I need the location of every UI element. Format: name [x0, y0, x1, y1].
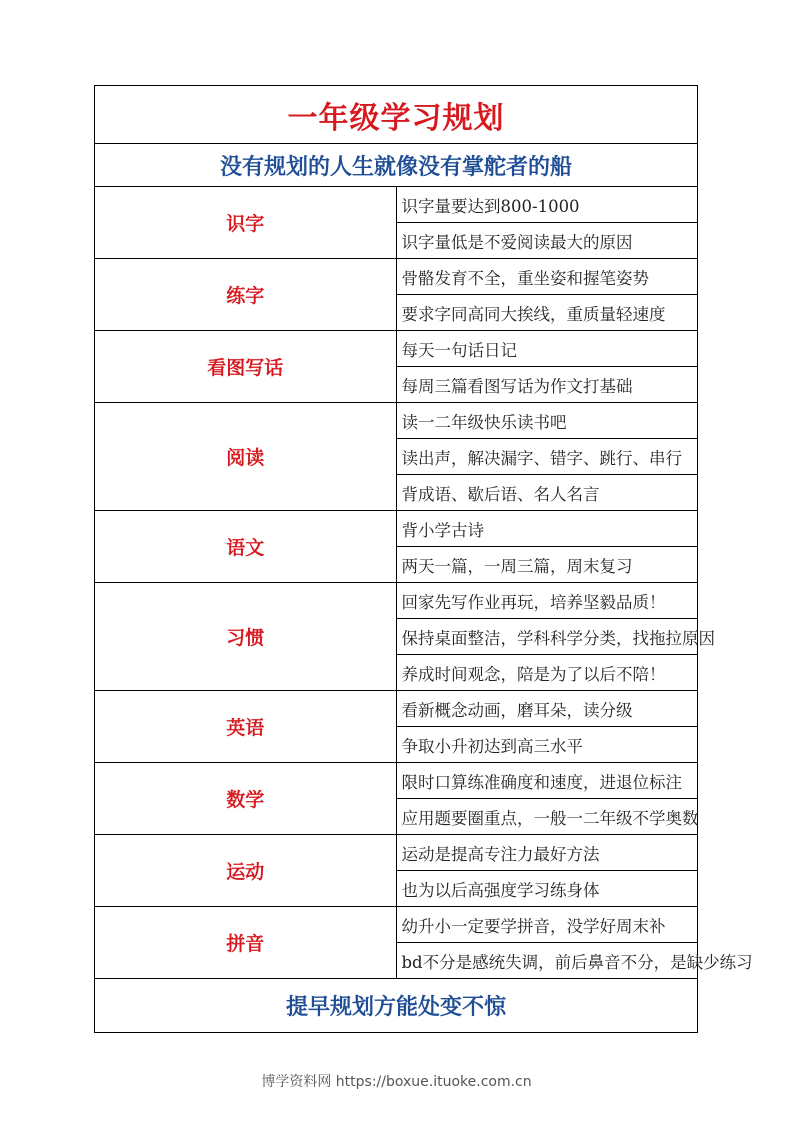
- footer-cell: [95, 979, 698, 1033]
- category-label: 拼音: [226, 933, 265, 955]
- plan-item: 限时口算练准确度和速度，进退位标注: [396, 763, 698, 799]
- category-cell: [95, 187, 397, 259]
- category-cell: [95, 691, 397, 763]
- plan-item: 识字量低是不爱阅读最大的原因: [396, 223, 698, 259]
- plan-item: 回家先写作业再玩，培养坚毅品质！: [396, 583, 698, 619]
- subtitle-cell: [95, 144, 698, 187]
- subtitle-row: [95, 144, 698, 187]
- plan-row: [95, 763, 698, 799]
- category-label: 习惯: [226, 627, 265, 649]
- plan-item: 背小学古诗: [396, 511, 698, 547]
- category-label: 英语: [226, 717, 265, 739]
- plan-item: 背成语、歇后语、名人名言: [396, 475, 698, 511]
- plan-row: [95, 835, 698, 871]
- page-title: 一年级学习规划: [287, 100, 505, 136]
- category-label: 练字: [226, 285, 265, 307]
- category-label: 识字: [226, 213, 265, 235]
- category-label: 运动: [226, 861, 265, 883]
- category-cell: [95, 583, 397, 691]
- plan-item: 要求字同高同大挨线，重质量轻速度: [396, 295, 698, 331]
- plan-item: 看新概念动画，磨耳朵，读分级: [396, 691, 698, 727]
- plan-item: 应用题要圈重点，一般一二年级不学奥数: [396, 799, 698, 835]
- footer-slogan: 提早规划方能处变不惊: [285, 995, 506, 1020]
- watermark: 博学资料网 https://boxue.ituoke.com.cn: [261, 1074, 532, 1090]
- footer-row: [95, 979, 698, 1033]
- plan-item: 争取小升初达到高三水平: [396, 727, 698, 763]
- category-label: 数学: [226, 789, 265, 811]
- category-label: 语文: [226, 537, 265, 559]
- study-plan-table: [94, 85, 753, 1033]
- category-cell: [95, 835, 397, 907]
- plan-item: bd不分是感统失调，前后鼻音不分，是缺少练习: [396, 943, 698, 979]
- plan-row: [95, 331, 698, 367]
- category-cell: [95, 907, 397, 979]
- plan-row: [95, 691, 698, 727]
- category-cell: [95, 259, 397, 331]
- plan-item: 运动是提高专注力最好方法: [396, 835, 698, 871]
- plan-item: 读出声，解决漏字、错字、跳行、串行: [396, 439, 698, 475]
- plan-row: [95, 187, 698, 223]
- plan-item: 识字量要达到800-1000: [396, 187, 698, 223]
- category-cell: [95, 403, 397, 511]
- plan-row: [95, 403, 698, 439]
- plan-item: 每天一句话日记: [396, 331, 698, 367]
- plan-item: 养成时间观念，陪是为了以后不陪！: [396, 655, 698, 691]
- plan-item: 也为以后高强度学习练身体: [396, 871, 698, 907]
- plan-item: 两天一篇，一周三篇，周末复习: [396, 547, 698, 583]
- category-label: 看图写话: [207, 357, 284, 379]
- page-subtitle: 没有规划的人生就像没有掌舵者的船: [219, 154, 572, 180]
- plan-item: 保持桌面整洁，学科科学分类，找拖拉原因: [396, 619, 698, 655]
- plan-item: 骨骼发育不全，重坐姿和握笔姿势: [396, 259, 698, 295]
- plan-row: [95, 511, 698, 547]
- plan-row: [95, 583, 698, 619]
- plan-row: [95, 907, 698, 943]
- plan-item: 每周三篇看图写话为作文打基础: [396, 367, 698, 403]
- category-cell: [95, 331, 397, 403]
- category-cell: [95, 511, 397, 583]
- plan-item: 读一二年级快乐读书吧: [396, 403, 698, 439]
- category-label: 阅读: [226, 447, 265, 469]
- plan-row: [95, 259, 698, 295]
- category-cell: [95, 763, 397, 835]
- plan-item: 幼升小一定要学拼音，没学好周末补: [396, 907, 698, 943]
- title-cell: [95, 86, 698, 144]
- title-row: [95, 86, 698, 144]
